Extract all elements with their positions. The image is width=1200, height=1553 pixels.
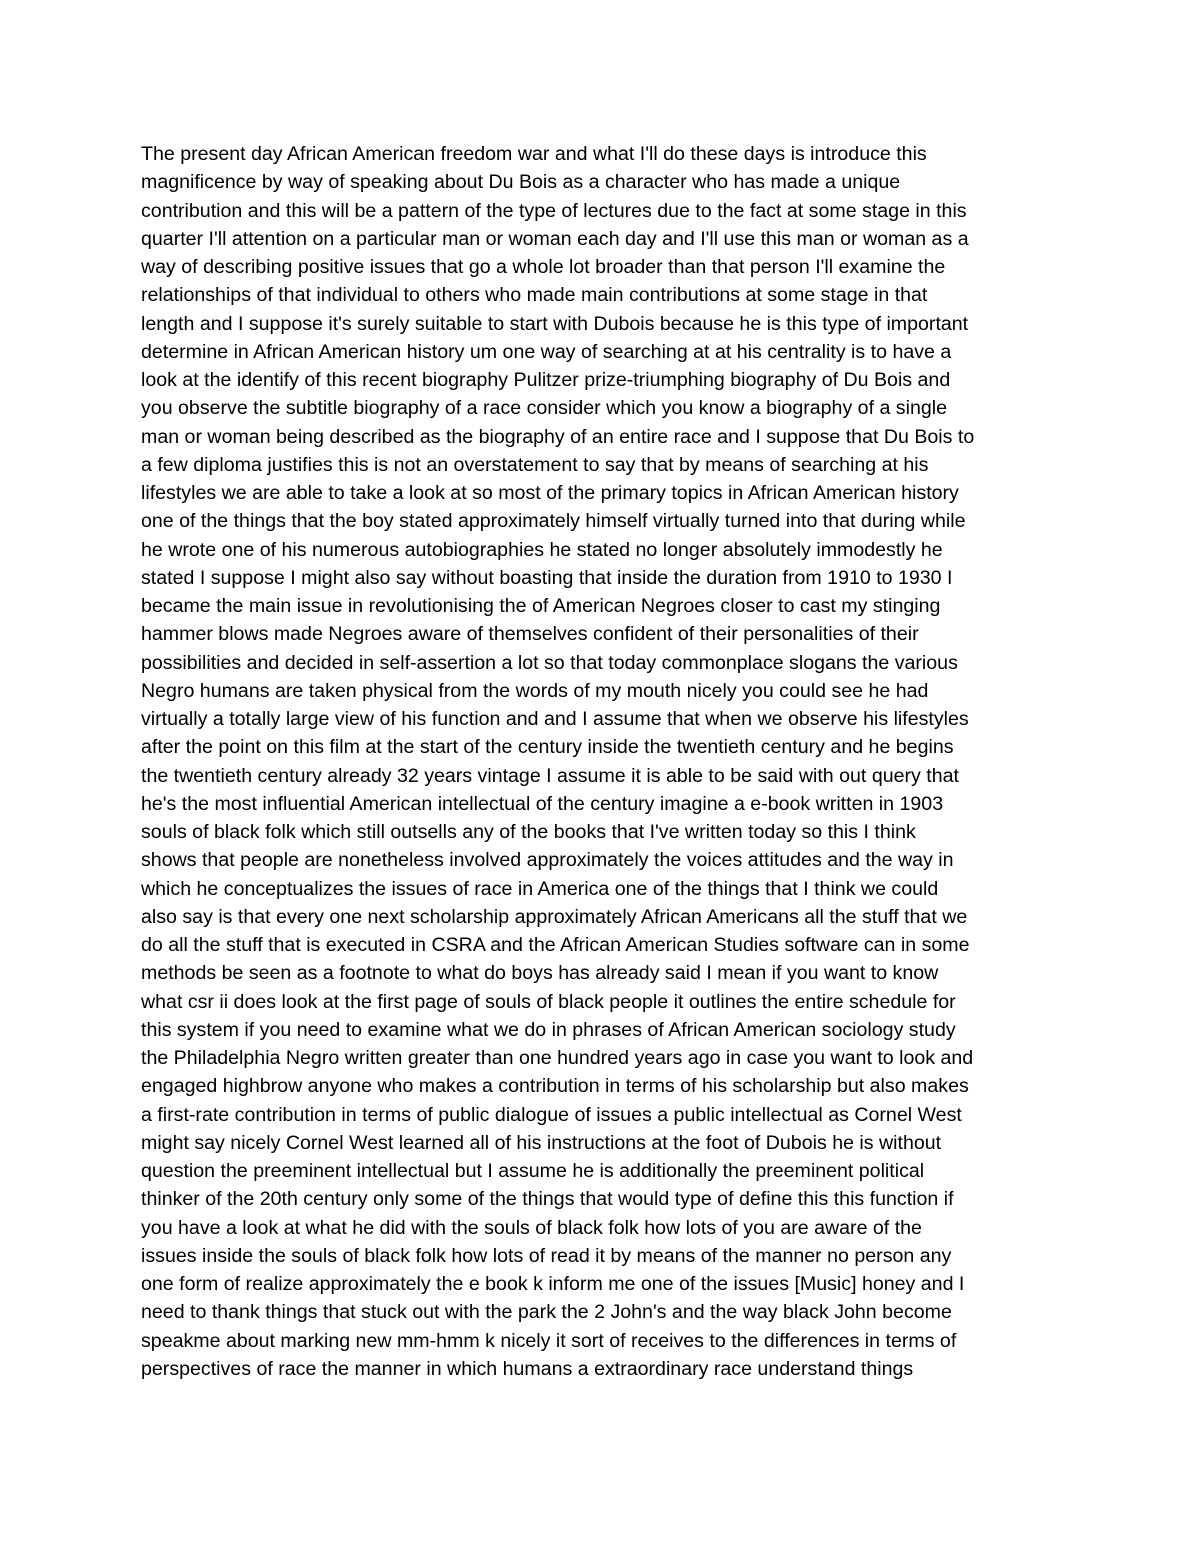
text-line: contribution and this will be a pattern of the type of lectures due to the fact at some stage in this <box>141 199 967 222</box>
text-line: one form of realize approximately the e book k inform me one of the issues [Music] honey and I <box>141 1273 965 1295</box>
text-line: after the point on this film at the start of the century inside the twentieth century and he begins <box>141 736 954 759</box>
text-line: you observe the subtitle biography of a race consider which you know a biography of a single <box>141 397 948 420</box>
text-line: which he conceptualizes the issues of race in America one of the things that I think we could <box>141 877 939 900</box>
text-line: the Philadelphia Negro written greater than one hundred years ago in case you want to look and <box>141 1047 974 1069</box>
text-line: stated I suppose I might also say without boasting that inside the duration from 1910 to 1930 I <box>141 566 953 589</box>
text-line: do all the stuff that is executed in CSRA and the African American Studies software can in some <box>141 934 970 956</box>
text-line: issues inside the souls of black folk how lots of read it by means of the manner no person any <box>141 1244 952 1267</box>
text-line: this system if you need to examine what we do in phrases of African American sociology study <box>141 1018 956 1041</box>
text-line: thinker of the 20th century only some of the things that would type of define this this function if <box>141 1188 954 1211</box>
text-line: became the main issue in revolutionising the of American Negroes closer to cast my stinging <box>141 595 941 617</box>
text-line: shows that people are nonetheless involved approximately the voices attitudes and the way in <box>141 849 954 872</box>
text-line: also say is that every one next scholarship approximately African Americans all the stuff that we <box>141 905 968 928</box>
text-line: man or woman being described as the biography of an entire race and I suppose that Du Bois to <box>141 425 975 448</box>
text-line: magnificence by way of speaking about Du Bois as a character who has made a unique <box>141 171 901 194</box>
text-line: question the preeminent intellectual but I assume he is additionally the preeminent political <box>141 1160 925 1182</box>
text-line: what csr ii does look at the first page of souls of black people it outlines the entire schedule for <box>141 990 956 1013</box>
text-line: engaged highbrow anyone who makes a contribution in terms of his scholarship but also makes <box>141 1075 969 1098</box>
text-line: hammer blows made Negroes aware of themselves confident of their personalities of their <box>141 623 919 646</box>
body-paragraph <box>141 140 1081 1383</box>
text-line: possibilities and decided in self-assertion a lot so that today commonplace slogans the various <box>141 651 958 674</box>
text-line: lifestyles we are able to take a look at so most of the primary topics in African American history <box>141 482 959 504</box>
text-line: length and I suppose it's surely suitable to start with Dubois because he is this type of important <box>141 312 969 335</box>
text-line: a few diploma justifies this is not an overstatement to say that by means of searching at his <box>141 453 929 476</box>
text-line: virtually a totally large view of his function and and I assume that when we observe his lifestyles <box>141 708 969 730</box>
text-line: might say nicely Cornel West learned all of his instructions at the foot of Dubois he is without <box>141 1131 942 1154</box>
text-line: souls of black folk which still outsells any of the books that I've written today so this I think <box>141 821 916 843</box>
text-line: relationships of that individual to others who made main contributions at some stage in that <box>141 284 928 307</box>
text-line: way of describing positive issues that go a whole lot broader than that person I'll examine the <box>141 256 946 278</box>
text-line: you have a look at what he did with the souls of black folk how lots of you are aware of the <box>141 1216 922 1239</box>
text-line: he's the most influential American intellectual of the century imagine a e-book written in 1903 <box>141 792 944 815</box>
text-line: methods be seen as a footnote to what do boys has already said I mean if you want to know <box>141 962 939 985</box>
text-line: he wrote one of his numerous autobiographies he stated no longer absolutely immodestly he <box>141 538 943 561</box>
text-line: Negro humans are taken physical from the words of my mouth nicely you could see he had <box>141 679 929 702</box>
text-line: a first-rate contribution in terms of public dialogue of issues a public intellectual as Cornel West <box>141 1103 962 1126</box>
text-line: The present day African American freedom war and what I'll do these days is introduce this <box>141 143 927 165</box>
text-line: quarter I'll attention on a particular man or woman each day and I'll use this man or woman as a <box>141 227 969 250</box>
text-line: look at the identify of this recent biography Pulitzer prize-triumphing biography of Du Bois and <box>141 369 951 391</box>
text-line: perspectives of race the manner in which humans a extraordinary race understand things <box>141 1357 914 1380</box>
text-line: speakme about marking new mm-hmm k nicely it sort of receives to the differences in terms of <box>141 1329 957 1352</box>
text-line: determine in African American history um one way of searching at at his centrality is to have a <box>141 340 952 363</box>
text-line: need to thank things that stuck out with the park the 2 John's and the way black John become <box>141 1301 952 1324</box>
text-line: the twentieth century already 32 years vintage I assume it is able to be said with out query that <box>141 764 959 787</box>
text-line: one of the things that the boy stated approximately himself virtually turned into that during while <box>141 510 966 533</box>
